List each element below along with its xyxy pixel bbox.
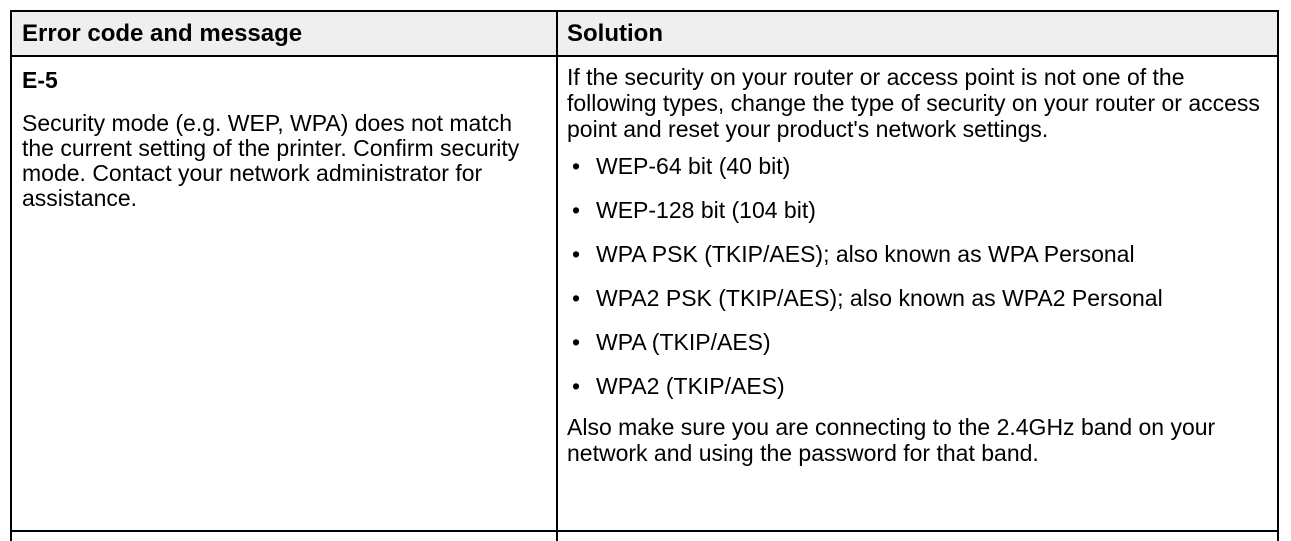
header-error-code-and-message: Error code and message xyxy=(22,20,303,47)
header-solution: Solution xyxy=(567,20,663,47)
security-type-label: WPA PSK (TKIP/AES); also known as WPA Personal xyxy=(596,241,1135,267)
row-divider xyxy=(12,530,1277,532)
security-type-label: WEP-64 bit (40 bit) xyxy=(596,153,791,179)
list-item xyxy=(567,197,1277,224)
table-header-row xyxy=(12,12,1277,57)
bullet-icon: • xyxy=(571,285,581,311)
security-type-label: WEP-128 bit (104 bit) xyxy=(596,197,816,223)
solution-outro: Also make sure you are connecting to the 2.4GHz band on your network and using the password for that band. xyxy=(567,414,1216,466)
bullet-icon: • xyxy=(571,197,581,223)
list-item xyxy=(567,329,1277,356)
bullet-icon: • xyxy=(571,241,581,267)
error-message: Security mode (e.g. WEP, WPA) does not match the current setting of the printer. Confirm security mode. Contact your network administrator for assistance. xyxy=(22,110,520,211)
error-solution-table xyxy=(10,10,1279,541)
bullet-icon: • xyxy=(571,329,581,355)
column-divider xyxy=(556,12,558,541)
security-type-label: WPA2 (TKIP/AES) xyxy=(596,373,785,399)
bullet-icon: • xyxy=(571,373,581,399)
list-item xyxy=(567,241,1277,268)
error-cell xyxy=(22,65,547,211)
list-item xyxy=(567,285,1277,312)
list-item xyxy=(567,373,1277,400)
bullet-icon: • xyxy=(571,153,581,179)
security-type-label: WPA2 PSK (TKIP/AES); also known as WPA2 Personal xyxy=(596,285,1163,311)
security-type-label: WPA (TKIP/AES) xyxy=(596,329,771,355)
solution-cell xyxy=(567,64,1277,466)
security-type-list xyxy=(567,153,1277,400)
list-item xyxy=(567,153,1277,180)
error-code: E-5 xyxy=(22,67,58,93)
solution-intro: If the security on your router or access point is not one of the following types, change the type of security on your router or access point and reset your product's network settings. xyxy=(567,64,1260,142)
